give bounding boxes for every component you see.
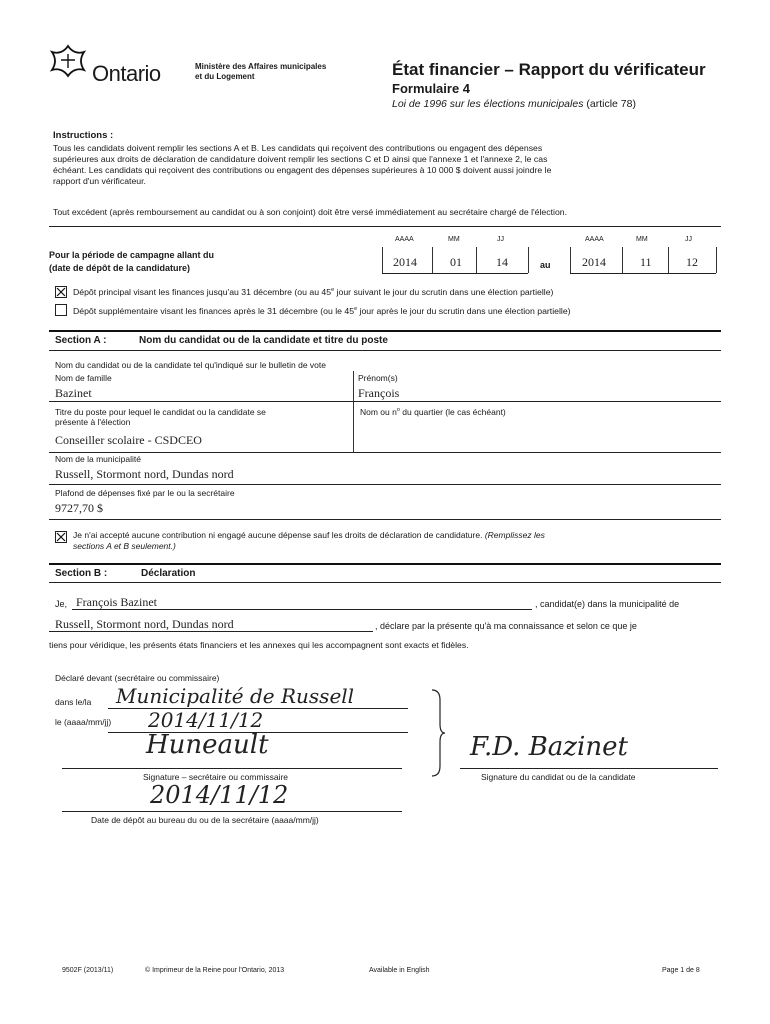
form-number: Formulaire 4 xyxy=(392,81,471,96)
section-b-title: Déclaration xyxy=(141,568,196,579)
given-name-field[interactable]: François xyxy=(358,386,400,400)
declared-before-label: Déclaré devant (secrétaire ou commissaire) xyxy=(55,673,220,683)
in-municipality-label: dans le/la xyxy=(55,697,92,707)
section-b-label: Section B : xyxy=(55,568,108,579)
principal-filing-label: Dépôt principal visant les finances jusqu'au 31 décembre (ou au 45e jour suivant le jour du scrutin dans une élection partielle) xyxy=(73,287,554,297)
office-field[interactable]: Conseiller scolaire - CSDCEO xyxy=(55,433,202,447)
from-day-header: JJ xyxy=(497,236,504,243)
filed-date-field[interactable]: 2014/11/12 xyxy=(150,781,289,809)
surname-field[interactable]: Bazinet xyxy=(55,386,92,400)
given-name-label: Prénom(s) xyxy=(358,373,398,383)
no-contributions-checkbox[interactable] xyxy=(55,531,67,543)
declared-on-field[interactable]: 2014/11/12 xyxy=(148,708,264,732)
ministry-name-line2: et du Logement xyxy=(195,72,255,81)
office-label: Titre du poste pour lequel le candidat ou la candidate se présente à l'élection xyxy=(55,407,266,427)
ontario-wordmark: Ontario xyxy=(92,61,161,86)
declare-text: , déclare par la présente qu'à ma connaissance et selon ce que je xyxy=(375,621,637,631)
ministry-name-line1: Ministère des Affaires municipales xyxy=(195,62,327,71)
period-label-line2: (date de dépôt de la candidature) xyxy=(49,263,191,273)
to-day-header: JJ xyxy=(685,236,692,243)
candidate-signature-field[interactable]: F.D. Bazinet xyxy=(470,732,628,762)
ward-label: Nom ou $n^o$ du quartier (le cas échéant) xyxy=(360,407,506,417)
section-a-label: Section A : xyxy=(55,335,107,346)
from-year-header: AAAA xyxy=(395,236,414,243)
clerk-signature-label: Signature – secrétaire ou commissaire xyxy=(143,772,289,782)
surplus-paragraph: Tout excédent (après remboursement au candidat ou à son conjoint) doit être versé immédiatement au secrétaire chargé de l'élection. xyxy=(53,207,568,217)
footer-form-code: 9502F (2013/11) xyxy=(62,967,114,974)
to-month-field[interactable]: 11 xyxy=(640,255,652,269)
surname-label: Nom de famille xyxy=(55,373,112,383)
brace-divider xyxy=(430,688,446,778)
from-day-field[interactable]: 14 xyxy=(496,255,508,269)
to-day-field[interactable]: 12 xyxy=(686,255,698,269)
declarant-municipality-field[interactable]: Russell, Stormont nord, Dundas nord xyxy=(55,617,234,631)
declarant-name-field[interactable]: François Bazinet xyxy=(76,595,157,609)
footer-page-number: Page 1 de 8 xyxy=(662,967,700,974)
municipality-field[interactable]: Russell, Stormont nord, Dundas nord xyxy=(55,467,234,481)
form-title: État financier – Rapport du vérificateur xyxy=(392,60,706,79)
law-reference: Loi de 1996 sur les élections municipales (article 78) xyxy=(392,98,636,110)
supplementary-filing-label: Dépôt supplémentaire visant les finances après le 31 décembre (ou le 45e jour après le jour du scrutin dans une élection partielle) xyxy=(73,306,571,316)
instructions-paragraph: Tous les candidats doivent remplir les sections A et B. Les candidats qui reçoivent des contributions ou engagent des dépenses supérieures aux droits de déclaration de candidature doivent remplir les sections C et D ainsi que l'annexe 1 et l'annexe 2, le cas échéant. Les candidats qui reçoivent des contributions ou engagent des dépenses supérieures à 10 000 $ doivent aussi joindre le rapport d'un vérificateur. xyxy=(53,143,552,186)
section-a-title: Nom du candidat ou de la candidate et titre du poste xyxy=(139,335,388,346)
municipality-label: Nom de la municipalité xyxy=(55,454,141,464)
candidate-signature-label: Signature du candidat ou de la candidate xyxy=(481,772,636,782)
footer-copyright: © Imprimeur de la Reine pour l'Ontario, 2013 xyxy=(145,967,285,974)
clerk-signature-field[interactable]: Huneault xyxy=(146,730,269,760)
spending-limit-field[interactable]: 9727,70 $ xyxy=(55,501,103,515)
ballot-name-note: Nom du candidat ou de la candidate tel qu'indiqué sur le bulletin de vote xyxy=(55,360,326,370)
filed-date-label: Date de dépôt au bureau du ou de la secrétaire (aaaa/mm/jj) xyxy=(91,815,319,825)
principal-filing-checkbox[interactable] xyxy=(55,286,67,298)
in-municipality-field[interactable]: Municipalité de Russell xyxy=(116,684,355,708)
from-month-header: MM xyxy=(448,236,460,243)
from-month-field[interactable]: 01 xyxy=(450,255,462,269)
candidate-in-text: , candidat(e) dans la municipalité de xyxy=(535,599,680,609)
declaration-je: Je, xyxy=(55,599,68,609)
declare-text-line2: tiens pour véridique, les présents états financiers et les annexes qui les accompagnent sont exacts et fidèles. xyxy=(49,640,469,650)
period-label-line1: Pour la période de campagne allant du xyxy=(49,250,215,260)
instructions-heading: Instructions : xyxy=(53,130,114,141)
from-year-field[interactable]: 2014 xyxy=(393,255,417,269)
no-contributions-label: Je n'ai accepté aucune contribution ni engagé aucune dépense sauf les droits de déclaration de candidature. (Remplissez les sections A et B seulement.) xyxy=(73,530,545,551)
to-month-header: MM xyxy=(636,236,648,243)
supplementary-filing-checkbox[interactable] xyxy=(55,304,67,316)
ontario-trillium-logo-icon xyxy=(46,40,90,84)
footer-english-link[interactable]: Available in English xyxy=(369,967,430,974)
period-to-label: au xyxy=(540,260,551,270)
spending-limit-label: Plafond de dépenses fixé par le ou la secrétaire xyxy=(55,488,235,498)
declared-on-label: le (aaaa/mm/jj) xyxy=(55,717,112,727)
to-year-field[interactable]: 2014 xyxy=(582,255,606,269)
to-year-header: AAAA xyxy=(585,236,604,243)
